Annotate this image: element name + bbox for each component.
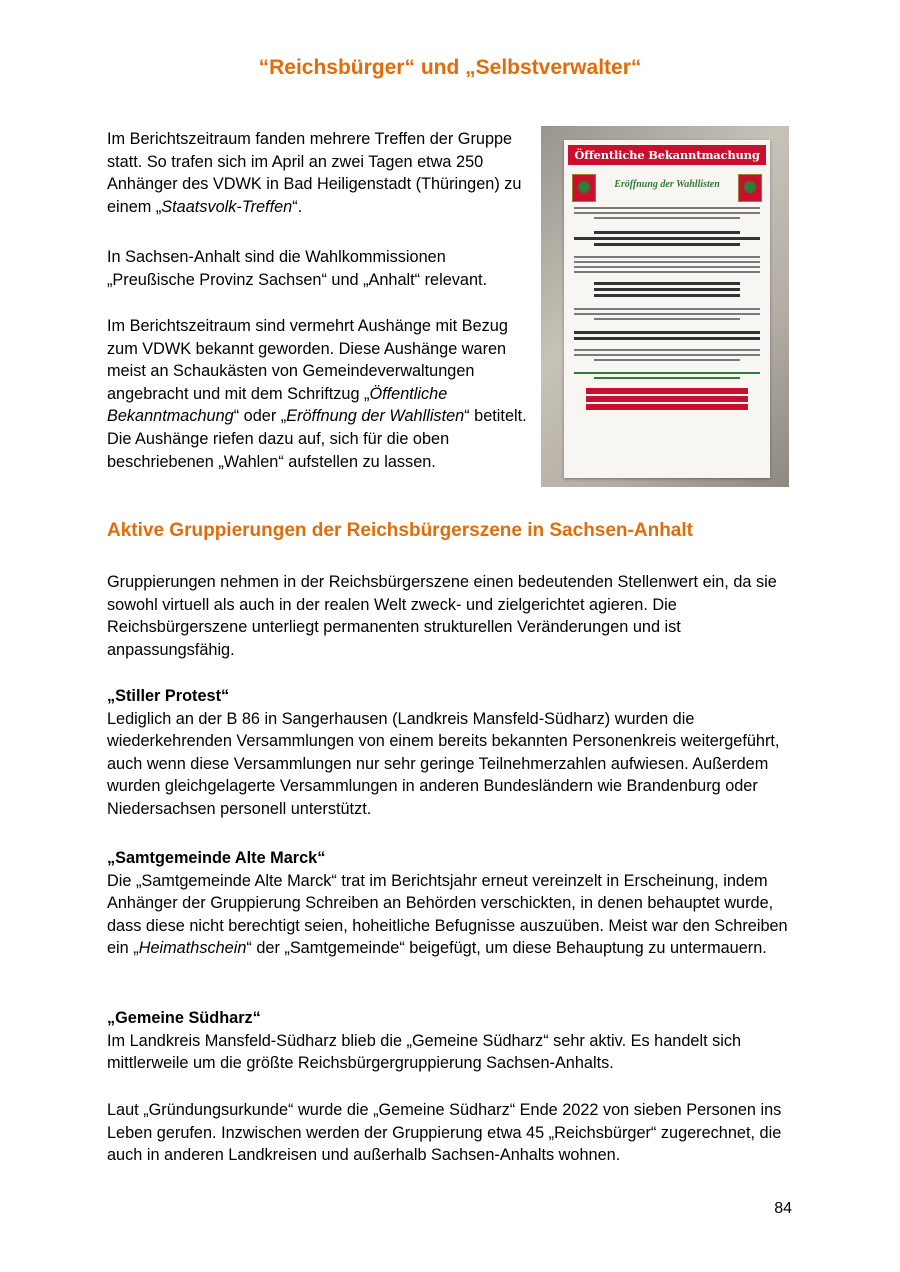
suedharz-text: Im Landkreis Mansfeld-Südharz blieb die „Gemeine Südharz“ sehr aktiv. Es handelt sich mittlerweile um die größte Reichsbürgergruppierung Sachsen-Anhalts. xyxy=(107,1031,742,1073)
suedharz-block xyxy=(107,1007,797,1075)
coat-of-arms-icon xyxy=(738,174,762,202)
poster xyxy=(564,140,770,478)
page-number: 84 xyxy=(774,1200,792,1217)
stiller-protest-text: Lediglich an der B 86 in Sangerhausen (Landkreis Mansfeld-Südharz) wurden die wiederkehrenden Versammlungen von einem bereits bekannten Personenkreis weitergeführt, auch wenn diese Versammlungen nur sehr geringe Teilnehmerzahlen aufwiesen. Außerdem wurden gleichgelagerte Versammlungen in anderen Bundesländern wie Brandenburg oder Niedersachsen personell unterstützt. xyxy=(107,709,780,818)
samtgemeinde-heading: „Samtgemeinde Alte Marck“ xyxy=(107,849,326,867)
page-title: “Reichsbürger“ und „Selbstverwalter“ xyxy=(258,56,642,79)
poster-headline: Öffentliche Bekanntmachung xyxy=(568,145,766,165)
section-intro: Gruppierungen nehmen in der Reichsbürgerszene einen bedeutenden Stellenwert ein, da sie sowohl virtuell als auch in der realen Welt zweck- und zielgerichtet agieren. Die Reichsbürgerszene unterliegt permanenten strukturellen Veränderungen und ist anpassungsfähig. xyxy=(107,573,777,659)
coat-of-arms-icon xyxy=(572,174,596,202)
intro-paragraph-3: Im Berichtszeitraum sind vermehrt Aushänge mit Bezug zum VDWK bekannt geworden. Diese Aushänge waren meist an Schaukästen von Gemeindeverwaltungen angebracht und mit dem Schriftzug „Öffentliche Bekanntmachung“ oder „Eröffnung der Wahllisten“ betitelt. Die Aushänge riefen dazu auf, sich für die oben beschriebenen „Wahlen“ aufstellen zu lassen. xyxy=(107,317,527,471)
poster-subhead: Eröffnung der Wahllisten xyxy=(614,179,720,190)
poster-photo xyxy=(541,126,789,487)
section-heading: Aktive Gruppierungen der Reichsbürgerszene in Sachsen-Anhalt xyxy=(107,520,693,541)
intro-paragraph-2: In Sachsen-Anhalt sind die Wahlkommissionen „Preußische Provinz Sachsen“ und „Anhalt“ relevant. xyxy=(107,248,488,289)
stiller-protest-block xyxy=(107,685,797,821)
samtgemeinde-block: „Samtgemeinde Alte Marck“ Die „Samtgemeinde Alte Marck“ trat im Berichtsjahr erneut vereinzelt in Erscheinung, indem Anhänger der Gruppierung Schreiben an Behörden verschickten, in denen behauptet wurde, dass diese nicht berechtigt seien, hoheitliche Befugnisse auszuüben. Meist war den Schreiben ein „Heimathschein“ der „Samtgemeinde“ beigefügt, um diese Behauptung zu untermauern. xyxy=(107,847,797,960)
stiller-protest-heading: „Stiller Protest“ xyxy=(107,687,230,705)
intro-paragraph-1: Im Berichtszeitraum fanden mehrere Treffen der Gruppe statt. So trafen sich im April an zwei Tagen etwa 250 Anhänger des VDWK in Bad Heiligenstadt (Thüringen) zu einem „Staatsvolk-Treffen“. xyxy=(107,130,522,216)
closing-paragraph: Laut „Gründungsurkunde“ wurde die „Gemeine Südharz“ Ende 2022 von sieben Personen ins Leben gerufen. Inzwischen werden der Gruppierung etwa 45 „Reichsbürger“ zugerechnet, die auch in anderen Landkreisen und außerhalb Sachsen-Anhalts wohnen. xyxy=(107,1101,782,1165)
suedharz-heading: „Gemeine Südharz“ xyxy=(107,1009,261,1027)
